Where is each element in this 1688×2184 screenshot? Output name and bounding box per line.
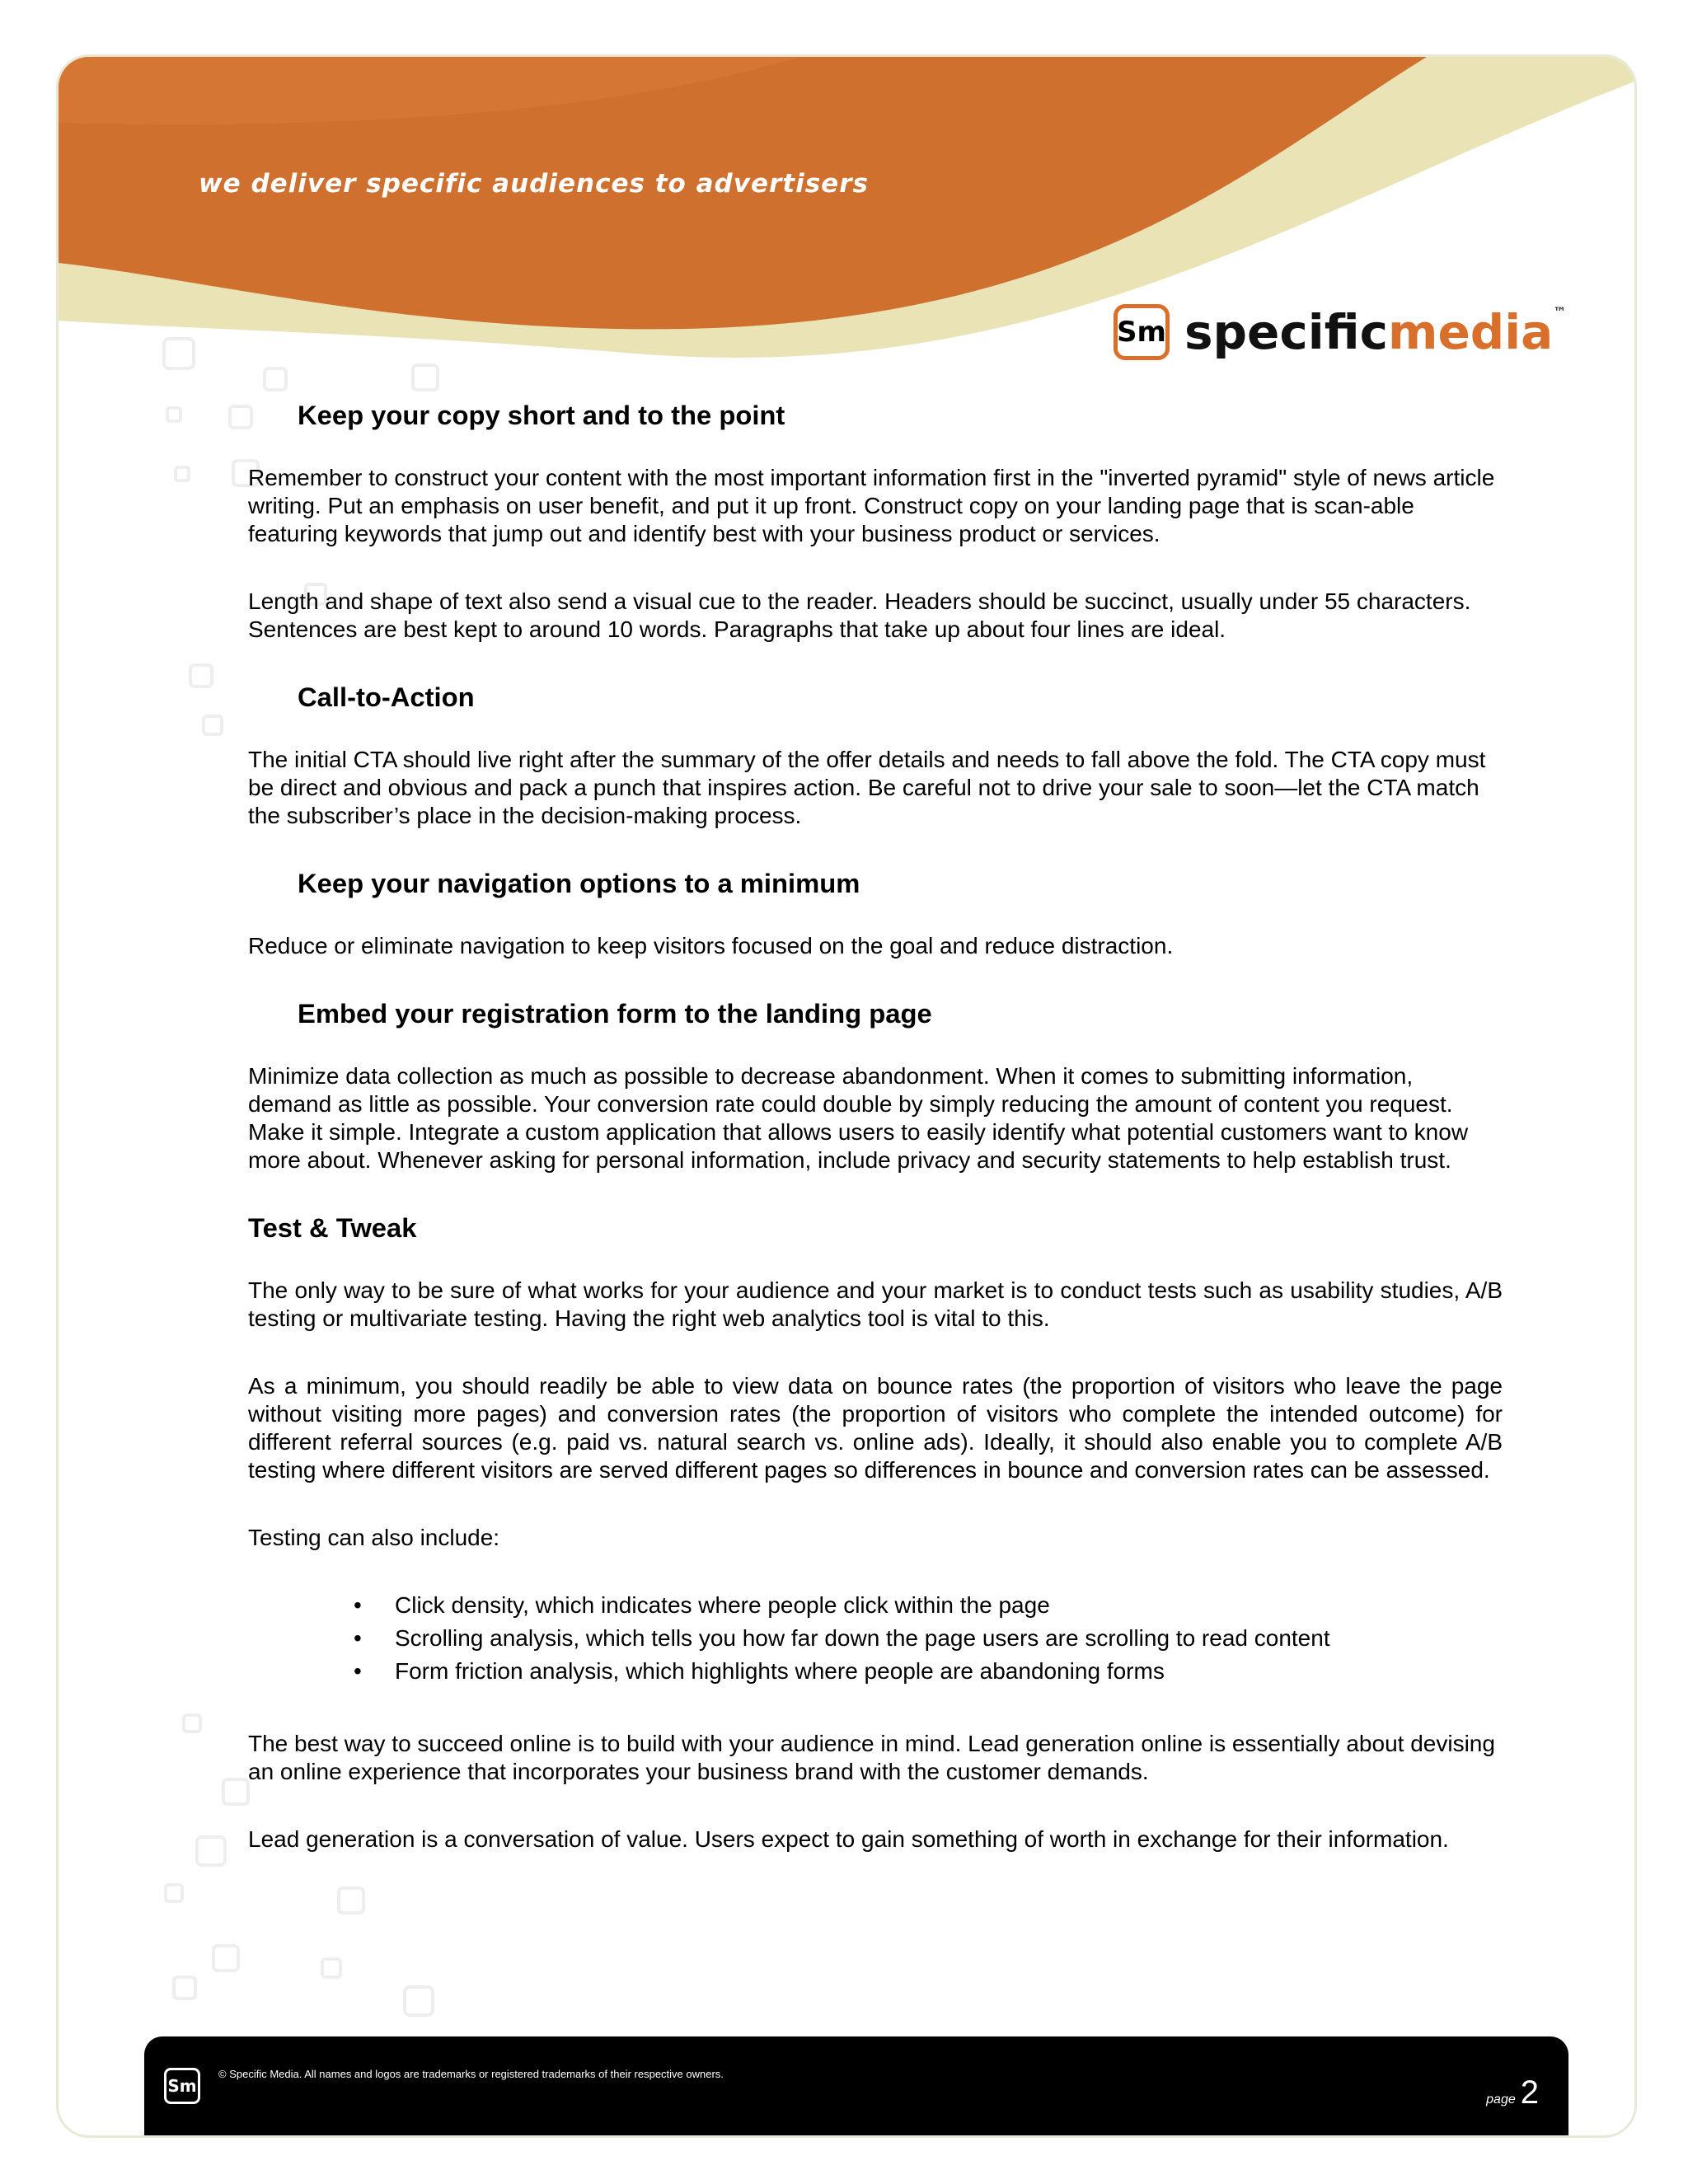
paragraph: Lead generation is a conversation of value. Users expect to gain something of worth in exchange for their information. — [248, 1826, 1449, 1852]
paragraph: Testing can also include: — [248, 1525, 500, 1550]
page-number: 2 — [1520, 2074, 1539, 2111]
bullet-icon: • — [354, 1625, 362, 1651]
logo-monogram: Sm — [1114, 304, 1170, 360]
list-item — [248, 1657, 1503, 1685]
footer-copyright: © Specific Media. All names and logos are trademarks or registered trademarks of their respective owners. — [218, 2068, 724, 2080]
page-word: page — [1486, 2093, 1516, 2107]
paragraph: As a minimum, you should readily be able to view data on bounce rates (the proportion of visitors who leave the page without visiting more pages) and conversion rates (the proportion of visitors who complete the intended outcome) for different referral sources (e.g. paid vs. natural search vs. online ads). Ideally, it should also enable you to complete A/B testing where different visitors are served different pages so differences in bounce and conversion rates can be assessed. — [248, 1373, 1503, 1483]
paragraph: The initial CTA should live right after the summary of the offer details and needs to fall above the fold. The CTA copy must be direct and obvious and pack a punch that inspires action. Be careful not to drive your sale to soon—let the CTA match the subscriber’s place in the decision-making process. — [248, 747, 1486, 828]
header-swoosh-graphic — [59, 57, 1634, 436]
list-item — [248, 1591, 1503, 1619]
logo-trademark: ™ — [1553, 304, 1567, 320]
section-heading: Embed your registration form to the landing page — [298, 998, 932, 1029]
footer-logo-icon: Sm — [164, 2068, 200, 2104]
header-tagline: we deliver specific audiences to advertisers — [199, 169, 869, 199]
bullet-icon: • — [354, 1592, 362, 1618]
list-item — [248, 1624, 1503, 1652]
bullet-icon: • — [354, 1658, 362, 1684]
logo-word-media: media — [1388, 304, 1554, 360]
section-heading: Keep your copy short and to the point — [298, 400, 785, 430]
paragraph: Remember to construct your content with the most important information first in the "inverted pyramid" style of news article writing. Put an emphasis on user benefit, and put it up front. Construct copy on your landing page that is scan-able featuring keywords that jump out and identify best with your business product or services. — [248, 465, 1495, 546]
paragraph: Length and shape of text also send a visual cue to the reader. Headers should be succinct, usually under 55 characters. Sentences are best kept to around 10 words. Paragraphs that take up about four lines are ideal. — [248, 588, 1471, 642]
section-heading: Test & Tweak — [248, 1212, 417, 1243]
page-footer — [144, 2036, 1568, 2135]
list-item-text: Scrolling analysis, which tells you how far down the page users are scrolling to read content — [395, 1625, 1330, 1651]
bullet-list — [248, 1591, 1503, 1685]
page-number-label — [1486, 2074, 1539, 2111]
list-item-text: Form friction analysis, which highlights where people are abandoning forms — [395, 1658, 1165, 1684]
paragraph: The only way to be sure of what works for your audience and your market is to conduct tests such as usability studies, A/B testing or multivariate testing. Having the right web analytics tool is vital to this. — [248, 1277, 1503, 1331]
list-item-text: Click density, which indicates where people click within the page — [395, 1592, 1050, 1618]
logo-word-specific: specific — [1184, 304, 1389, 360]
page-frame — [56, 54, 1637, 2138]
section-heading: Call-to-Action — [298, 682, 475, 712]
paragraph: Reduce or eliminate navigation to keep visitors focused on the goal and reduce distraction. — [248, 933, 1174, 958]
paragraph: The best way to succeed online is to build with your audience in mind. Lead generation online is essentially about devising an online experience that incorporates your business brand with the customer demands. — [248, 1731, 1495, 1784]
document-body — [248, 401, 1503, 1854]
logo-wordmark — [1184, 304, 1566, 360]
section-heading: Keep your navigation options to a minimum — [298, 868, 860, 898]
company-logo — [1114, 304, 1566, 360]
paragraph: Minimize data collection as much as possible to decrease abandonment. When it comes to submitting information, demand as little as possible. Your conversion rate could double by simply reducing the amount of content you request. Make it simple. Integrate a custom application that allows users to easily identify what potential customers want to know more about. Whenever asking for personal information, include privacy and security statements to help establish trust. — [248, 1063, 1469, 1173]
